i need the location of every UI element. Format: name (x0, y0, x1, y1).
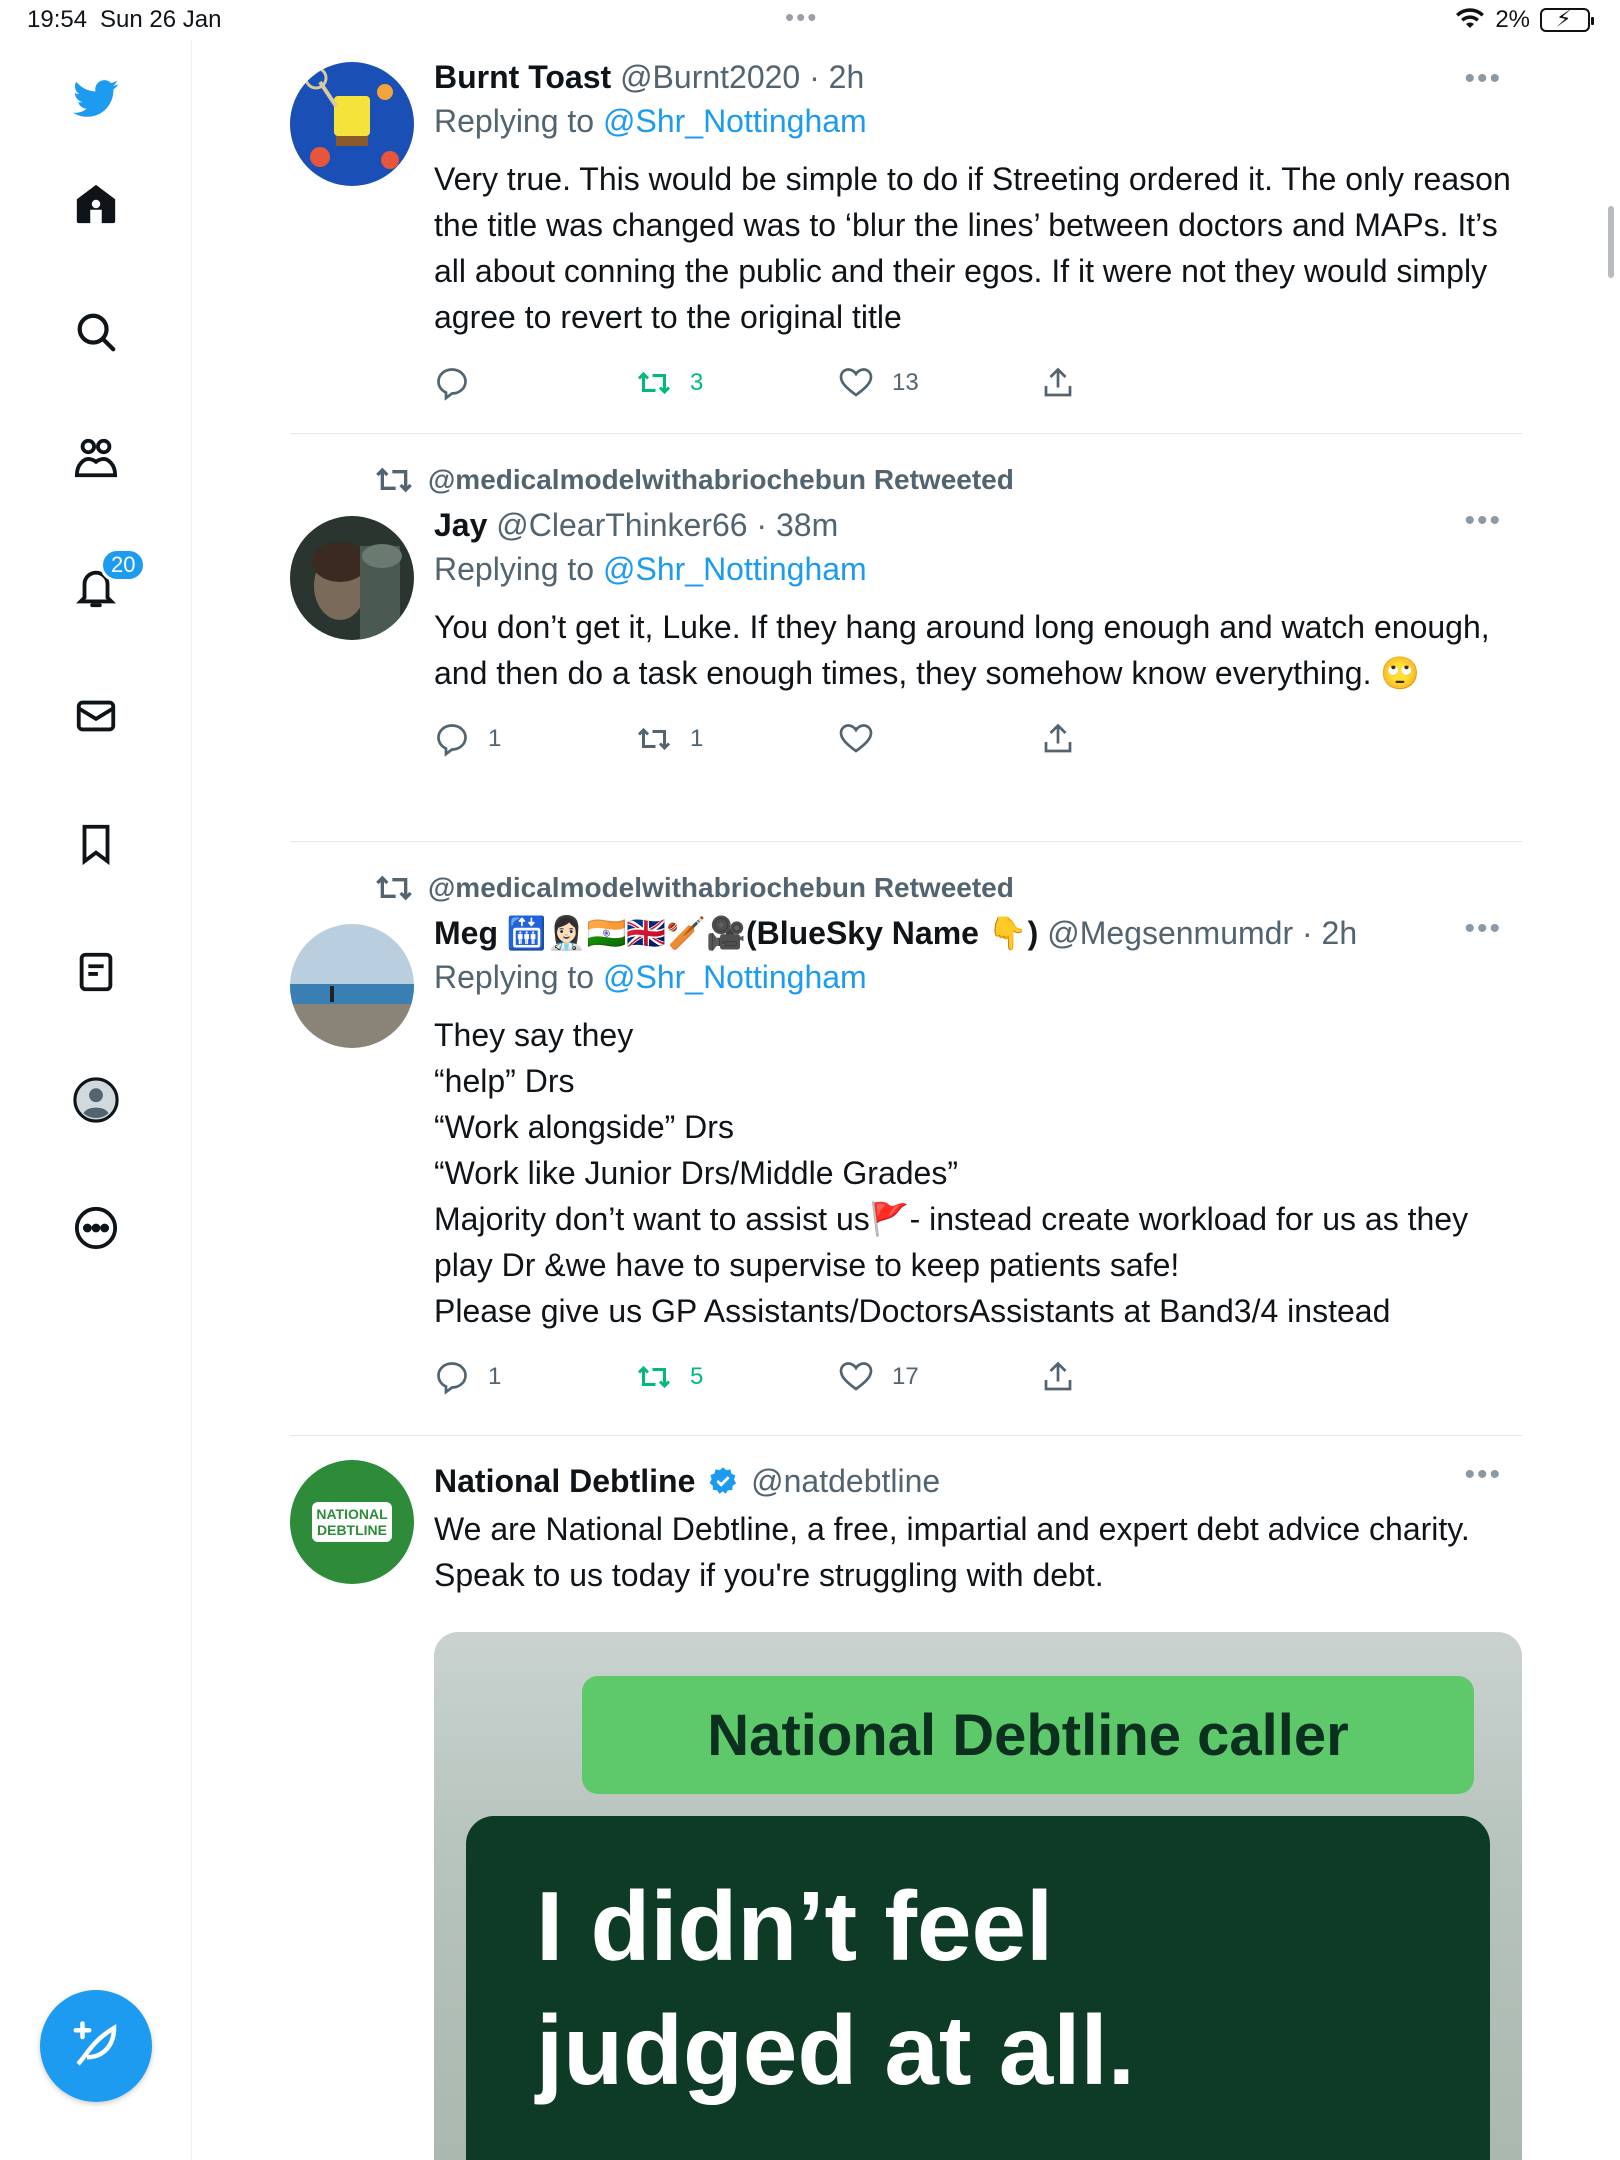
reply-button[interactable] (434, 721, 636, 757)
status-right (1455, 6, 1590, 34)
like-button[interactable] (838, 365, 1040, 401)
retweet-count: 5 (690, 1363, 704, 1390)
lists-icon[interactable] (64, 940, 128, 1004)
twitter-logo-icon[interactable] (64, 66, 128, 130)
tweet-timestamp[interactable]: 2h (1321, 915, 1358, 951)
promoted-tweet[interactable] (290, 1436, 1522, 2160)
tweet-text: Very true. This would be simple to do if Streeting ordered it. The only reason the title was changed was to ‘blur the lines’ between doctors and MAPs. It’s all about conning the public and their egos. If it were not they would simply agree to revert to the original title (434, 161, 1511, 335)
retweeted-by-label: @medicalmodelwithabriochebun Retweeted (428, 872, 1014, 903)
like-button[interactable] (838, 721, 1040, 757)
avatar[interactable] (290, 62, 414, 186)
retweet-icon (636, 365, 672, 401)
retweet-icon (636, 1359, 672, 1395)
heart-icon (838, 721, 874, 757)
reply-count: 1 (488, 725, 502, 752)
profile-avatar-icon[interactable] (64, 1068, 128, 1132)
replying-to-label: Replying to (434, 959, 603, 995)
reply-icon (434, 721, 470, 757)
reply-button[interactable] (434, 365, 636, 401)
share-icon (1040, 365, 1076, 401)
tweet-header: Meg 🛗👩🏻‍⚕️🇮🇳🇬🇧🏏🎥(BlueSky Name 👇) @Megsenmumdr · 2h (434, 915, 1358, 951)
avatar[interactable] (290, 516, 414, 640)
heart-icon (838, 1359, 874, 1395)
tweet[interactable] (290, 40, 1522, 434)
retweet-button[interactable] (636, 365, 838, 401)
tweet-header: Burnt Toast @Burnt2020 · 2h (434, 59, 865, 95)
tweet-author-name[interactable]: National Debtline (434, 1463, 696, 1499)
tweet-author-handle[interactable]: @Megsenmumdr (1047, 915, 1294, 951)
reply-icon (434, 365, 470, 401)
tweet-author-name[interactable]: Jay (434, 507, 488, 543)
battery-percent: 2% (1495, 6, 1530, 33)
search-icon[interactable] (64, 300, 128, 364)
verified-badge-icon (708, 1466, 738, 1496)
tweet-header: Jay @ClearThinker66 · 38m (434, 507, 839, 543)
share-icon (1040, 1359, 1076, 1395)
ad-media-image[interactable] (434, 1632, 1522, 2160)
tweet-text: They say they “help” Drs “Work alongside” Drs “Work like Junior Drs/Middle Grades” Majority don’t want to assist us🚩- instead create workload for us as they play Dr &we have to supervise to keep patients safe! Please give us GP Assistants/DoctorsAssistants at Band3/4 instead (434, 1017, 1469, 1329)
tweet-actions (434, 1354, 1522, 1400)
tweet-actions (434, 716, 1522, 762)
retweet-button[interactable] (636, 1359, 838, 1395)
scrollbar[interactable] (1608, 206, 1614, 278)
replying-to-label: Replying to (434, 551, 603, 587)
avatar-logo-text: NATIONAL DEBTLINE (312, 1502, 392, 1542)
like-count: 17 (892, 1363, 919, 1390)
reply-button[interactable] (434, 1359, 636, 1395)
share-button[interactable] (1040, 721, 1242, 757)
like-button[interactable] (838, 1359, 1040, 1395)
retweeted-by-label: @medicalmodelwithabriochebun Retweeted (428, 464, 1014, 495)
tweet-actions (434, 360, 1522, 406)
replying-to-mention[interactable]: @Shr_Nottingham (602, 103, 867, 139)
retweet-indicator-icon (374, 868, 414, 908)
tweet-author-handle[interactable]: @ClearThinker66 (496, 507, 748, 543)
avatar[interactable] (290, 924, 414, 1048)
multitasking-dots-icon[interactable]: ••• (785, 2, 819, 32)
tweet-timestamp[interactable]: 2h (828, 59, 865, 95)
tweet-more-icon[interactable]: ••• (1464, 912, 1502, 945)
tweet-more-icon[interactable]: ••• (1464, 504, 1502, 537)
bookmarks-icon[interactable] (64, 812, 128, 876)
ad-caller-label: National Debtline caller (582, 1676, 1474, 1794)
status-bar (0, 0, 1620, 40)
notifications-bell-icon[interactable] (64, 552, 136, 620)
tweet-author-name[interactable]: Meg 🛗👩🏻‍⚕️🇮🇳🇬🇧🏏🎥(BlueSky Name 👇) (434, 915, 1039, 951)
reply-count: 1 (488, 1363, 502, 1390)
tweet[interactable] (290, 434, 1522, 842)
status-date: Sun 26 Jan (100, 6, 222, 33)
retweet-count: 1 (690, 725, 704, 752)
tweet-author-name[interactable]: Burnt Toast (434, 59, 612, 95)
sidebar-nav (0, 40, 192, 2160)
communities-icon[interactable] (64, 426, 128, 490)
battery-icon: ⚡ (1540, 8, 1590, 32)
replying-to (434, 954, 1522, 1000)
status-time: 19:54 (27, 6, 88, 33)
retweet-icon (636, 721, 672, 757)
replying-to (434, 546, 1522, 592)
compose-feather-icon (69, 2019, 123, 2073)
tweet-author-handle[interactable]: @Burnt2020 (620, 59, 801, 95)
retweet-button[interactable] (636, 721, 838, 757)
heart-icon (838, 365, 874, 401)
home-icon[interactable] (64, 172, 128, 236)
like-count: 13 (892, 369, 919, 396)
notifications-badge: 20 (100, 548, 146, 582)
replying-to-label: Replying to (434, 103, 603, 139)
tweet-author-handle[interactable]: @natdebtline (751, 1463, 941, 1499)
share-button[interactable] (1040, 365, 1242, 401)
replying-to (434, 98, 1522, 144)
tweet-text: We are National Debtline, a free, impartial and expert debt advice charity. Speak to us today if you're struggling with debt. (434, 1511, 1470, 1593)
tweet-more-icon[interactable]: ••• (1464, 1458, 1502, 1491)
tweet-header (434, 1460, 1522, 1502)
retweeted-by[interactable] (374, 460, 1014, 500)
retweet-indicator-icon (374, 460, 414, 500)
messages-icon[interactable] (64, 684, 128, 748)
tweet-more-icon[interactable]: ••• (1464, 62, 1502, 95)
tweet[interactable] (290, 842, 1522, 1436)
ad-quote-text: I didn’t feel judged at all. (466, 1816, 1490, 2160)
avatar[interactable] (290, 1460, 414, 1584)
tweet-timestamp[interactable]: 38m (775, 507, 839, 543)
replying-to-mention[interactable]: @Shr_Nottingham (602, 551, 867, 587)
share-icon (1040, 721, 1076, 757)
retweeted-by[interactable] (374, 868, 1014, 908)
share-button[interactable] (1040, 1359, 1242, 1395)
tweet-text: You don’t get it, Luke. If they hang around long enough and watch enough, and then do a task enough times, they somehow know everything. 🙄 (434, 609, 1490, 691)
retweet-count: 3 (690, 369, 704, 396)
more-options-icon[interactable] (64, 1196, 128, 1260)
wifi-icon (1455, 8, 1485, 32)
reply-icon (434, 1359, 470, 1395)
compose-tweet-button[interactable] (40, 1990, 152, 2102)
replying-to-mention[interactable]: @Shr_Nottingham (602, 959, 867, 995)
timeline-feed (290, 40, 1522, 2160)
